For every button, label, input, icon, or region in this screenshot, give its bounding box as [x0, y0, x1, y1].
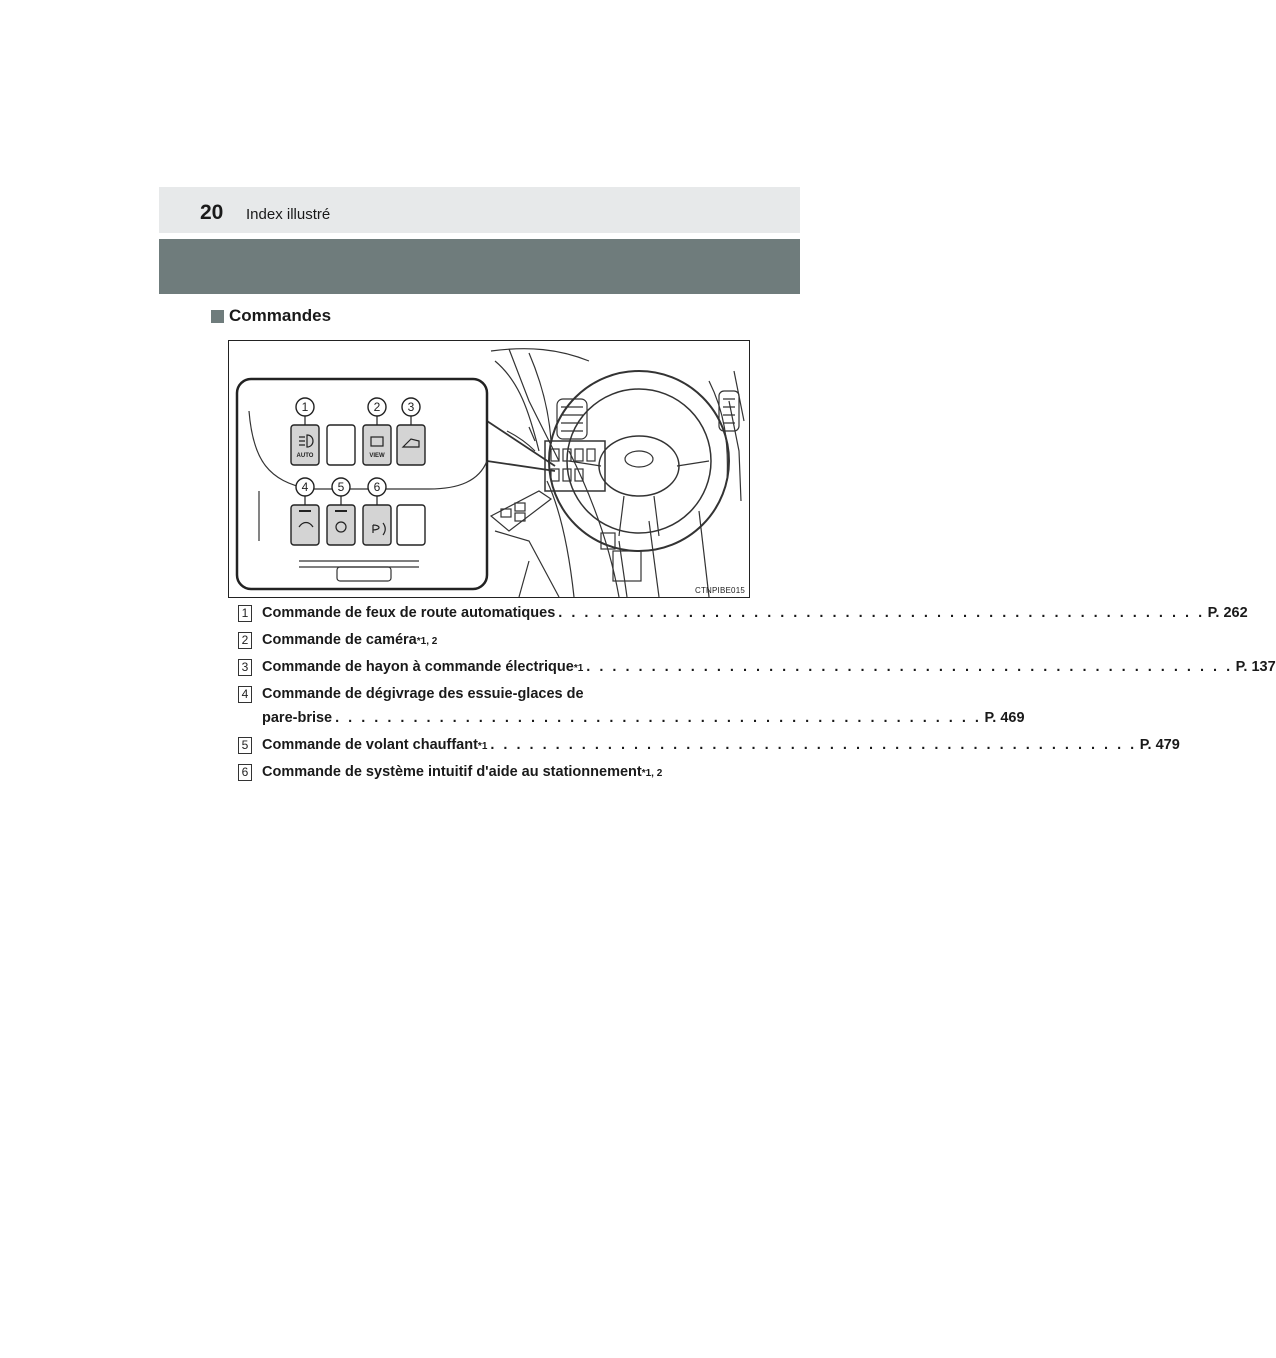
- page-ref-link[interactable]: P. 262: [1207, 605, 1248, 621]
- leader-dots: . . . . . . . . . . . . . . . . . . . . . . . . . . . . . . . . . . . . . . . . . . . . . . . . . .: [335, 710, 982, 726]
- list-item: 5 Commande de volant chauffant *1 . . . . . . . . . . . . . . . . . . . . . . . . . . . . . . . . . . . . . . . . . . . . . . . . . . P. 479: [238, 736, 738, 754]
- section-heading-text: Commandes: [229, 306, 332, 325]
- auto-button-label: AUTO: [296, 453, 314, 459]
- leader-dots: . . . . . . . . . . . . . . . . . . . . . . . . . . . . . . . . . . . . . . . . . . . . . . . . . .: [490, 737, 1137, 753]
- page-ref-link[interactable]: P. 469: [984, 710, 1025, 726]
- callout-3: 3: [407, 400, 415, 414]
- item-number: 3: [238, 659, 252, 676]
- dashboard-illustration: [229, 341, 749, 597]
- view-button-label: VIEW: [369, 453, 385, 459]
- page-ref-link[interactable]: P. 479: [1139, 737, 1180, 753]
- list-item: 3 Commande de hayon à commande électrique *1 . . . . . . . . . . . . . . . . . . . . . . . . . . . . . . . . . . . . . . . . . . . . . . . . . . P. 137: [238, 658, 738, 676]
- figure-code: CTNPIBE015: [694, 586, 745, 595]
- item-number: 2: [238, 632, 252, 649]
- leader-dots: . . . . . . . . . . . . . . . . . . . . . . . . . . . . . . . . . . . . . . . . . . . . . . . . . .: [558, 605, 1205, 621]
- callout-6: 6: [373, 480, 381, 494]
- item-text: Commande de hayon à commande électrique: [262, 659, 574, 675]
- item-list: [238, 604, 1276, 790]
- list-item: 2 Commande de caméra *1, 2: [238, 631, 738, 649]
- heading-square-icon: [211, 310, 224, 323]
- callout-5: 5: [337, 480, 345, 494]
- page-ref-link[interactable]: P. 137: [1235, 659, 1276, 675]
- item-text: Commande de caméra: [262, 632, 417, 648]
- item-text: Commande de système intuitif d'aide au stationnement: [262, 764, 642, 780]
- header-title: Index illustré: [246, 206, 331, 223]
- item-text: Commande de dégivrage des essuie-glaces de: [262, 686, 584, 702]
- item-number: 1: [238, 605, 252, 622]
- item-number: 5: [238, 737, 252, 754]
- item-text: Commande de volant chauffant: [262, 737, 478, 753]
- section-band: [159, 239, 800, 294]
- item-number: 6: [238, 764, 252, 781]
- controls-figure: [228, 340, 750, 598]
- callout-2: 2: [373, 400, 381, 414]
- leader-dots: . . . . . . . . . . . . . . . . . . . . . . . . . . . . . . . . . . . . . . . . . . . . . . . . . .: [586, 659, 1233, 675]
- item-text: Commande de feux de route automatiques: [262, 605, 556, 621]
- list-item: [238, 685, 1025, 727]
- page-number: 20: [200, 201, 224, 224]
- item-text-continued: pare-brise: [262, 710, 333, 726]
- list-item: 6 Commande de système intuitif d'aide au stationnement *1, 2: [238, 763, 738, 781]
- callout-1: 1: [301, 400, 309, 414]
- item-number: 4: [238, 686, 252, 703]
- section-heading: [211, 306, 331, 326]
- list-item: [238, 604, 1248, 622]
- callout-4: 4: [301, 480, 309, 494]
